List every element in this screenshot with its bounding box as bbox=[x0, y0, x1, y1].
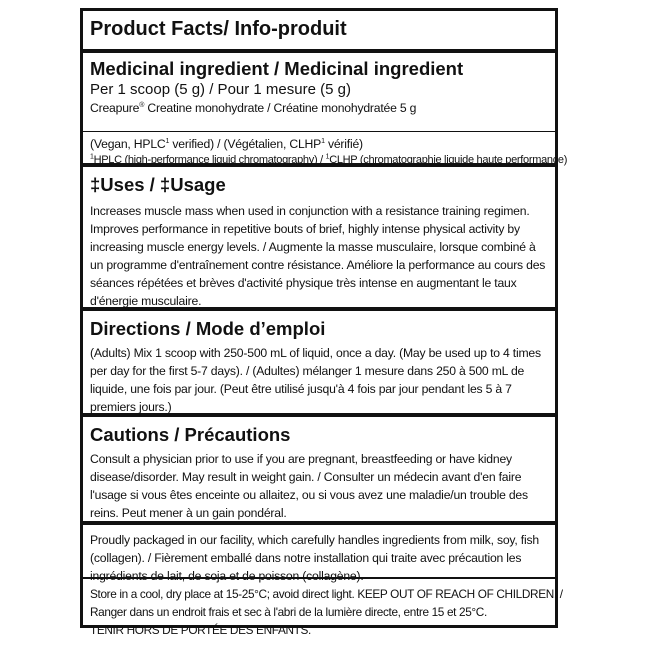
ingredient-divider bbox=[83, 131, 555, 132]
cautions-title: Cautions / Précautions bbox=[90, 424, 291, 445]
directions-line: liquide, une fois par jour. (Peut être utilisé jusqu'à 4 fois par jour pendant les 5 à 7 bbox=[90, 382, 512, 396]
cautions-line: l'usage si vous êtes enceinte ou allaitez, ou si vous avez une maladie/un trouble des bbox=[90, 488, 528, 502]
uses-line: séances répétées et brèves d'activité physique très intense en augmentant le taux bbox=[90, 276, 517, 290]
uses-line: Improves performance in repetitive bouts of brief, highly intense physical activity by bbox=[90, 222, 520, 236]
directions-line: premiers jours.) bbox=[90, 400, 172, 414]
cautions-section bbox=[83, 413, 555, 521]
verification-text-3: vérifié) bbox=[324, 137, 363, 151]
serving-size: Per 1 scoop (5 g) / Pour 1 mesure (5 g) bbox=[90, 81, 351, 98]
uses-line: increasing muscle energy levels. / Augmente la masse musculaire, lorsque combiné à bbox=[90, 240, 536, 254]
uses-title: ‡Uses / ‡Usage bbox=[90, 174, 226, 195]
ingredient-brand: Creapure bbox=[90, 101, 140, 115]
uses-section bbox=[83, 163, 555, 307]
ingredient-line bbox=[90, 99, 549, 117]
allergen-section bbox=[83, 521, 555, 583]
directions-line: per day for the first 5-7 days). / (Adultes) mélanger 1 mesure dans 250 à 500 mL de bbox=[90, 364, 525, 378]
uses-line: d'énergie musculaire. bbox=[90, 294, 202, 308]
footnote-mark-1: 1 bbox=[90, 153, 94, 161]
allergen-line: ingrédients de lait, de soja et de poisson (collagène). bbox=[90, 569, 364, 583]
panel-title: Product Facts/ Info-produit bbox=[90, 18, 347, 40]
ingredient-name: Creatine monohydrate / Créatine monohydratée 5 g bbox=[144, 101, 417, 115]
storage-line: Ranger dans un endroit frais et sec à l'abri de la lumière directe, entre 15 et 25°C. bbox=[90, 605, 487, 619]
cautions-line: Consult a physician prior to use if you are pregnant, breastfeeding or have kidney bbox=[90, 452, 512, 466]
medicinal-ingredient-section bbox=[83, 49, 568, 166]
footnote-text-2: CLHP (chromatographie liquide haute performance) bbox=[329, 154, 568, 166]
directions-section bbox=[83, 307, 555, 413]
storage-line: TENIR HORS DE PORTÉE DES ENFANTS. bbox=[90, 623, 311, 637]
footnote-mark-2: 1 bbox=[325, 153, 330, 161]
footnote-ref-2: 1 bbox=[321, 137, 325, 145]
allergen-line: (collagen). / Fièrement emballé dans notre installation qui traite avec précaution les bbox=[90, 551, 522, 565]
directions-title: Directions / Mode d’emploi bbox=[90, 318, 326, 339]
verification-text-2: verified) / (Végétalien, CLHP bbox=[169, 137, 322, 151]
uses-line: Increases muscle mass when used in conjunction with a resistance training regimen. bbox=[90, 204, 530, 218]
panel-header bbox=[83, 11, 555, 49]
storage-line: Store in a cool, dry place at 15-25°C; avoid direct light. KEEP OUT OF REACH OF CHILDREN. / bbox=[90, 587, 563, 601]
verification-text-1: (Vegan, HPLC bbox=[90, 137, 166, 151]
directions-line: (Adults) Mix 1 scoop with 250-500 mL of liquid, once a day. (May be used up to 4 times bbox=[90, 346, 541, 360]
cautions-line: disease/disorder. May result in weight gain. / Consulter un médecin avant d'en faire bbox=[90, 470, 522, 484]
allergen-line: Proudly packaged in our facility, which carefully handles ingredients from milk, soy, fish bbox=[90, 533, 539, 547]
footnote-ref-1: 1 bbox=[165, 137, 170, 145]
storage-section bbox=[83, 577, 563, 637]
footnote-text-1: HPLC (high-performance liquid chromatography) / bbox=[93, 154, 326, 166]
uses-line: un programme d'entraînement contre résistance. Améliore la performance au cours des bbox=[90, 258, 546, 272]
product-facts-panel bbox=[80, 8, 568, 637]
medicinal-title: Medicinal ingredient / Medicinal ingredient bbox=[90, 58, 464, 79]
verification-line bbox=[90, 135, 363, 153]
registered-mark: ® bbox=[139, 101, 145, 109]
cautions-line: reins. Peut mener à un gain pondéral. bbox=[90, 506, 287, 520]
